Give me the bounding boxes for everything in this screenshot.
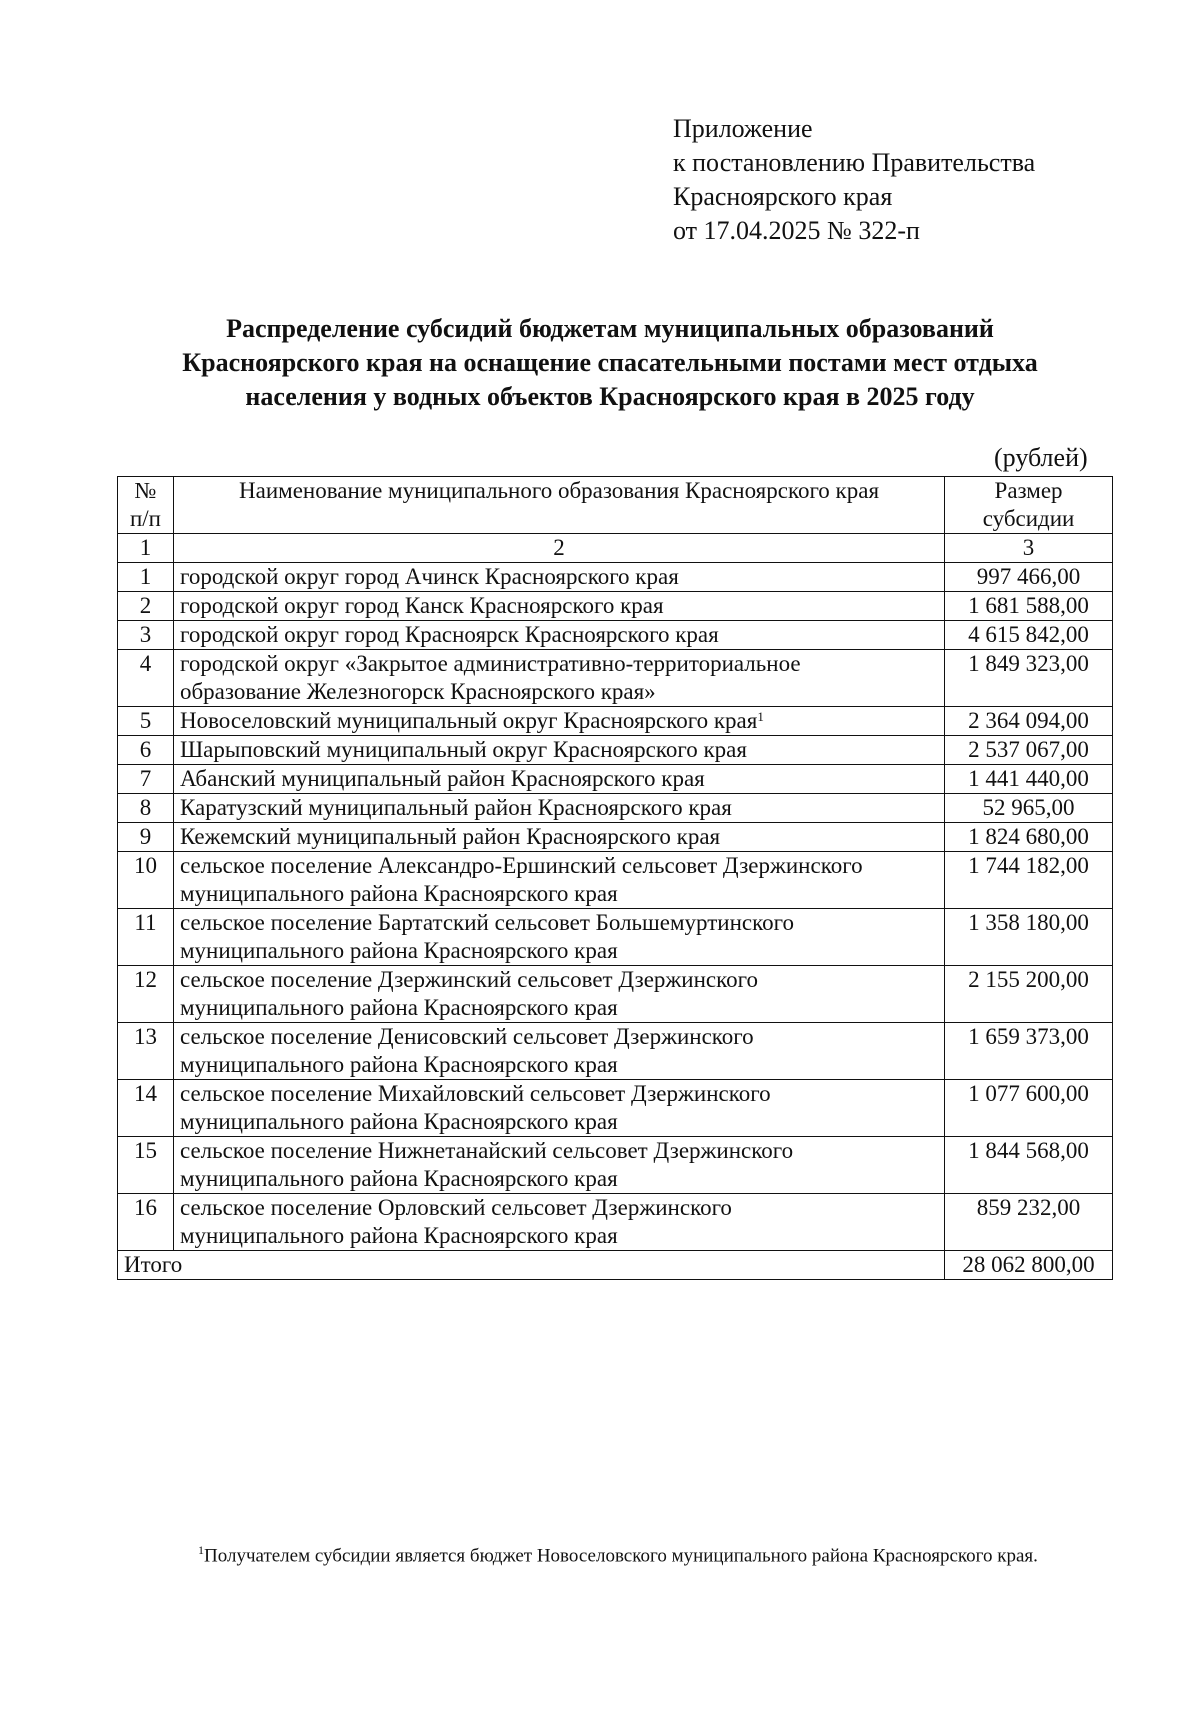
row-name-text: Шарыповский муниципальный округ Красноярского края [179,737,747,762]
row-name [173,707,944,736]
row-number: 10 [118,852,174,909]
row-name-line [180,823,938,851]
row-amount: 4 615 842,00 [945,621,1113,650]
total-label: Итого [118,1251,945,1280]
row-name-line [180,1165,938,1193]
subsidy-table [117,476,1113,1280]
row-name-line [180,1023,938,1051]
total-amount: 28 062 800,00 [945,1251,1113,1280]
table-row [118,650,1113,707]
row-number: 13 [118,1023,174,1080]
row-name-text: образование Железногорск Красноярского края» [179,679,656,704]
row-name-line [180,678,938,706]
row-amount: 2 155 200,00 [945,966,1113,1023]
row-name-line [180,909,938,937]
row-name [173,592,944,621]
table-row [118,1137,1113,1194]
column-index-row [118,534,1113,563]
row-name-text: сельское поселение Бартатский сельсовет Большемуртинского [179,910,794,935]
row-name-line [180,880,938,908]
row-name [173,794,944,823]
row-number: 16 [118,1194,174,1251]
row-number: 3 [118,621,174,650]
title-line: Красноярского края на оснащение спасательными постами мест отдыха [182,348,1038,377]
row-amount: 997 466,00 [945,563,1113,592]
row-amount: 1 077 600,00 [945,1080,1113,1137]
annex-line: от 17.04.2025 № 322-п [673,216,920,245]
row-amount: 1 849 323,00 [945,650,1113,707]
row-name [173,563,944,592]
footnote [198,1538,1038,1568]
table-body [118,563,1113,1251]
header-num-line1: № [134,478,157,503]
row-amount: 1 681 588,00 [945,592,1113,621]
row-number: 15 [118,1137,174,1194]
row-name [173,966,944,1023]
row-name-line [180,650,938,678]
row-name-text: сельское поселение Денисовский сельсовет Дзержинского [179,1024,754,1049]
column-index: 1 [118,534,174,563]
header-name: Наименование муниципального образования Красноярского края [173,477,944,534]
row-name-text: Абанский муниципальный район Красноярского края [179,766,705,791]
row-amount: 1 358 180,00 [945,909,1113,966]
unit-label: (рублей) [994,443,1088,472]
row-name-text: муниципального района Красноярского края [179,995,618,1020]
row-name [173,1194,944,1251]
row-number: 5 [118,707,174,736]
row-name-text: муниципального района Красноярского края [179,1166,618,1191]
row-amount: 2 364 094,00 [945,707,1113,736]
row-name-text: муниципального района Красноярского края [179,1223,618,1248]
row-name-text: сельское поселение Дзержинский сельсовет Дзержинского [179,967,758,992]
row-name-text: муниципального района Красноярского края [179,881,618,906]
row-name-line [180,994,938,1022]
row-name-text: сельское поселение Орловский сельсовет Дзержинского [179,1195,732,1220]
row-name-line [180,1080,938,1108]
table-row [118,1080,1113,1137]
row-name-text: городской округ город Ачинск Красноярского края [179,564,679,589]
row-number: 8 [118,794,174,823]
row-name-line [180,592,938,620]
row-amount: 2 537 067,00 [945,736,1113,765]
header-amount [945,477,1113,534]
row-name-line [180,852,938,880]
annex-line: Приложение [673,114,813,143]
row-name [173,823,944,852]
row-number: 7 [118,765,174,794]
row-number: 2 [118,592,174,621]
row-number: 9 [118,823,174,852]
table-row [118,592,1113,621]
row-amount: 1 844 568,00 [945,1137,1113,1194]
column-index: 3 [945,534,1113,563]
table-row [118,966,1113,1023]
row-name-line [180,1222,938,1250]
row-name-text: Кежемский муниципальный район Красноярского края [179,824,721,849]
row-name-line [180,736,938,764]
row-name-text: сельское поселение Михайловский сельсовет Дзержинского [179,1081,771,1106]
table-row [118,736,1113,765]
column-index: 2 [173,534,944,563]
row-name-text: городской округ город Красноярск Красноярского края [179,622,719,647]
row-name-line [180,1194,938,1222]
title-line: Распределение субсидий бюджетам муниципальных образований [226,314,994,343]
row-number: 4 [118,650,174,707]
row-amount: 1 824 680,00 [945,823,1113,852]
row-name [173,1080,944,1137]
row-name-line [180,1137,938,1165]
document-title [90,312,1130,414]
row-name [173,736,944,765]
row-name [173,852,944,909]
table-row [118,563,1113,592]
row-number: 6 [118,736,174,765]
row-name-text: Каратузский муниципальный район Красноярского края [179,795,732,820]
header-num-line2: п/п [129,506,161,531]
row-amount: 1 659 373,00 [945,1023,1113,1080]
total-row [118,1251,1113,1280]
row-amount: 1 744 182,00 [945,852,1113,909]
header-row [118,477,1113,534]
row-name-line [180,621,938,649]
row-name-line [180,1051,938,1079]
row-name-text: Новоселовский муниципальный округ Красноярского края [179,708,758,733]
row-name [173,1137,944,1194]
row-name-line [180,966,938,994]
row-name-line [180,937,938,965]
row-name-text: сельское поселение Нижнетанайский сельсовет Дзержинского [179,1138,794,1163]
row-name-text: муниципального района Красноярского края [179,1052,618,1077]
header-num [118,477,174,534]
row-number: 12 [118,966,174,1023]
table-row [118,621,1113,650]
header-amount-line2: субсидии [982,506,1075,531]
table-row [118,765,1113,794]
row-name-line [180,794,938,822]
footnote-ref: 1 [757,709,764,724]
footnote-text: Получателем субсидии является бюджет Новоселовского муниципального района Красноярского края. [204,1545,1038,1567]
row-name-line [180,707,938,735]
row-name-text: муниципального района Красноярского края [179,938,618,963]
table-row [118,794,1113,823]
header-amount-line1: Размер [994,478,1063,503]
row-number: 11 [118,909,174,966]
row-name [173,650,944,707]
table-row [118,852,1113,909]
footnote-mark: 1 [198,1543,204,1557]
row-name-text: сельское поселение Александро-Ершинский сельсовет Дзержинского [179,853,863,878]
row-number: 1 [118,563,174,592]
row-name [173,621,944,650]
row-name [173,765,944,794]
table-row [118,909,1113,966]
annex-line: Красноярского края [673,182,893,211]
table-row [118,1194,1113,1251]
table-row [118,707,1113,736]
title-line: населения у водных объектов Красноярского края в 2025 году [245,382,975,411]
row-name-text: муниципального района Красноярского края [179,1109,618,1134]
row-name [173,909,944,966]
annex-line: к постановлению Правительства [673,148,1036,177]
row-name-text: городской округ город Канск Красноярского края [179,593,664,618]
table-row [118,823,1113,852]
row-amount: 1 441 440,00 [945,765,1113,794]
row-amount: 52 965,00 [945,794,1113,823]
row-number: 14 [118,1080,174,1137]
row-name [173,1023,944,1080]
row-name-text: городской округ «Закрытое административно-территориальное [179,651,801,676]
row-amount: 859 232,00 [945,1194,1113,1251]
row-name-line [180,1108,938,1136]
row-name-line [180,563,938,591]
row-name-line [180,765,938,793]
annex-block [673,112,1035,248]
table-row [118,1023,1113,1080]
